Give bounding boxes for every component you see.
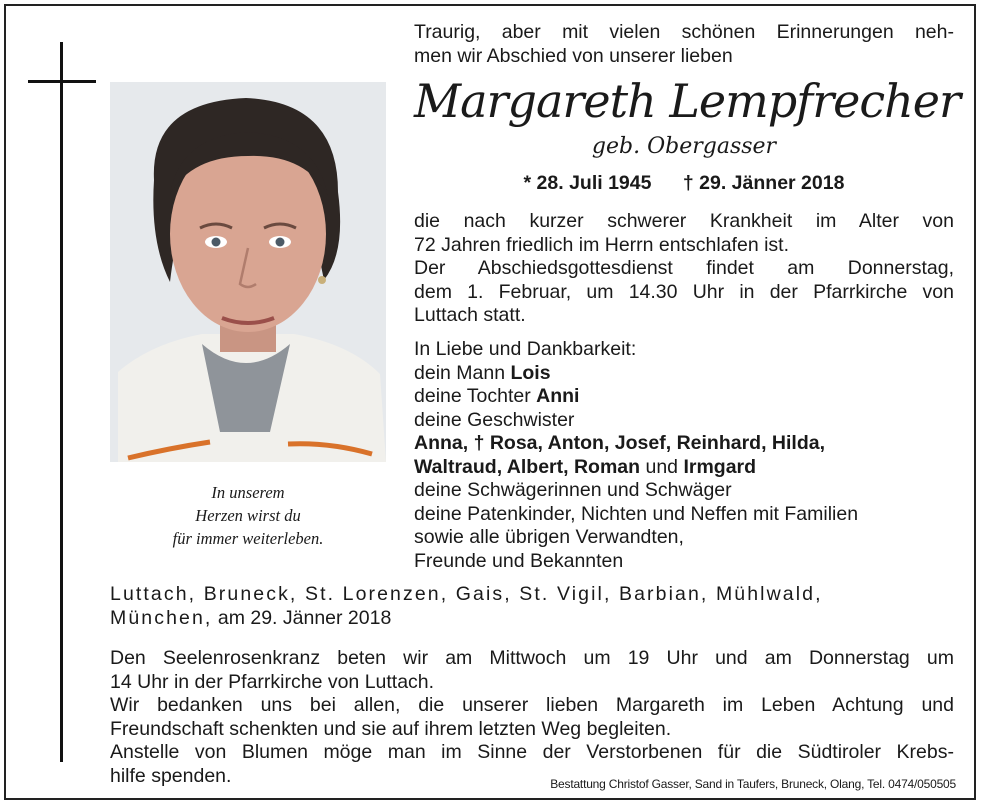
places-line: Luttach, Bruneck, St. Lorenzen, Gais, St. Vigil, Barbian, Mühlwald, xyxy=(110,583,823,605)
places-line: München, am 29. Jänner 2018 xyxy=(110,606,392,629)
death-notice xyxy=(414,210,954,328)
notice-line: 72 Jahren friedlich im Herrn entschlafen ist. xyxy=(414,233,790,256)
deceased-name: Margareth Lempfrecher xyxy=(414,74,961,128)
notice-line: Der Abschiedsgottesdienst findet am Donnerstag, xyxy=(414,257,954,279)
family-husband: dein Mann Lois xyxy=(414,361,551,384)
funeral-home-credit: Bestattung Christof Gasser, Sand in Taufers, Bruneck, Olang, Tel. 0474/050505 xyxy=(550,777,956,791)
notice-line: die nach kurzer schwerer Krankheit im Alter von xyxy=(414,210,954,232)
life-dates xyxy=(414,170,954,196)
notice-line: dem 1. Februar, um 14.30 Uhr in der Pfarrkirche von xyxy=(414,280,954,303)
family-daughter: deine Tochter Anni xyxy=(414,385,580,407)
closing-line: Wir bedanken uns bei allen, die unserer lieben Margareth im Leben Achtung und xyxy=(110,694,954,716)
quote-line: In unserem xyxy=(211,483,285,502)
maiden-name: geb. Obergasser xyxy=(591,134,777,159)
closing-line: hilfe spenden. xyxy=(110,764,232,787)
birth-date: * 28. Juli 1945 xyxy=(523,172,652,194)
intro-line: Traurig, aber mit vielen schönen Erinnerungen neh- xyxy=(414,21,954,43)
closing-text xyxy=(110,647,954,788)
closing-line: Den Seelenrosenkranz beten wir am Mittwoch um 19 Uhr und am Donnerstag um xyxy=(110,647,954,669)
family-siblings-label: deine Geschwister xyxy=(414,408,575,431)
memorial-quote xyxy=(110,481,386,550)
closing-line: 14 Uhr in der Pfarrkirche von Luttach. xyxy=(110,670,435,693)
places-and-date xyxy=(110,583,936,630)
family-siblings-line: Anna, † Rosa, Anton, Josef, Reinhard, Hilda, xyxy=(414,432,826,454)
quote-line: Herzen wirst du xyxy=(195,506,301,525)
death-date: † 29. Jänner 2018 xyxy=(682,172,845,194)
closing-line: Freundschaft schenkten und sie auf ihrem letzten Weg begleiten. xyxy=(110,717,672,740)
family-inlaws: deine Schwägerinnen und Schwäger xyxy=(414,479,732,501)
intro-text xyxy=(414,20,954,68)
family-godchildren: deine Patenkinder, Nichten und Neffen mit Familien xyxy=(414,502,859,525)
quote-line: für immer weiterleben. xyxy=(172,529,324,548)
intro-line: men wir Abschied von unserer lieben xyxy=(414,45,733,67)
family-friends: Freunde und Bekannten xyxy=(414,549,624,572)
closing-line: Anstelle von Blumen möge man im Sinne der Verstorbenen für die Südtiroler Krebs- xyxy=(110,741,954,763)
family-relatives: sowie alle übrigen Verwandten, xyxy=(414,526,684,548)
family-siblings-line: Waltraud, Albert, Roman und Irmgard xyxy=(414,455,757,478)
portrait-photo xyxy=(110,82,386,462)
family-list xyxy=(414,338,954,573)
family-heading: In Liebe und Dankbarkeit: xyxy=(414,338,637,360)
notice-line: Luttach statt. xyxy=(414,304,526,326)
